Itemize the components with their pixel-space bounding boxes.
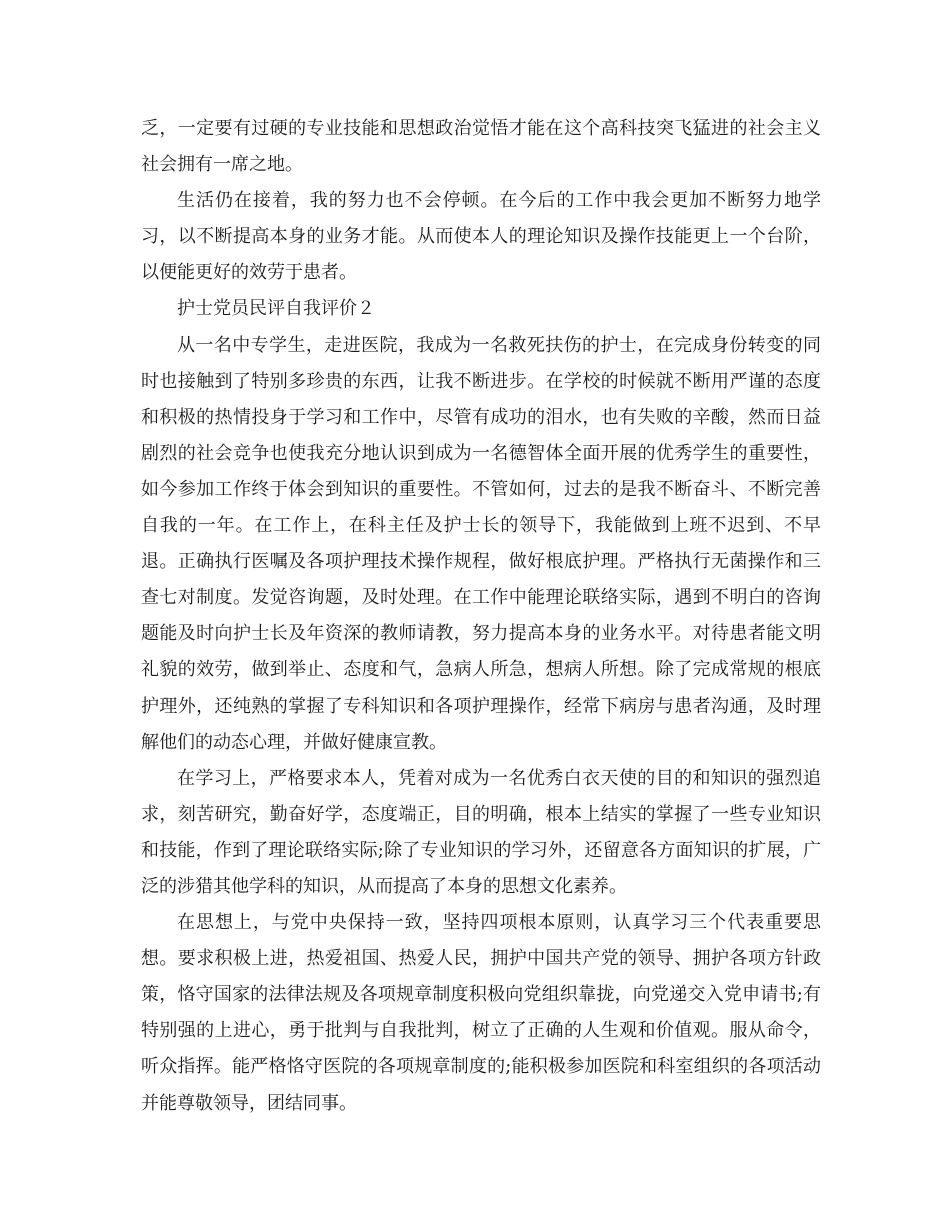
document-body	[141, 111, 821, 1122]
paragraph-ideology: 在思想上，与党中央保持一致，坚持四项根本原则，认真学习三个代表重要思想。要求积极上进，热爱祖国、热爱人民，拥护中国共产党的领导、拥护各项方针政策，恪守国家的法律法规及各项规章制度积极向党组织靠拢，向党递交入党申请书;有特别强的上进心，勇于批判与自我批判，树立了正确的人生观和价值观。服从命令，听众指挥。能严格恪守医院的各项规章制度的;能积极参加医院和科室组织的各项活动并能尊敬领导，团结同事。	[141, 912, 821, 1114]
paragraph-study: 在学习上，严格要求本人，凭着对成为一名优秀白衣天使的目的和知识的强烈追求，刻苦研究，勤奋好学，态度端正，目的明确，根本上结实的掌握了一些专业知识和技能，作到了理论联络实际;除了专业知识的学习外，还留意各方面知识的扩展，广泛的涉猎其他学科的知识，从而提高了本身的思想文化素养。	[141, 767, 821, 897]
paragraph-continuation: 乏，一定要有过硬的专业技能和思想政治觉悟才能在这个高科技突飞猛进的社会主义社会拥有一席之地。	[141, 118, 821, 176]
paragraph-work: 从一名中专学生，走进医院，我成为一名救死扶伤的护士，在完成身份转变的同时也接触到了特别多珍贵的东西，让我不断进步。在学校的时候就不断用严谨的态度和积极的热情投身于学习和工作中，尽管有成功的泪水，也有失败的辛酸，然而日益剧烈的社会竞争也使我充分地认识到成为一名德智体全面开展的优秀学生的重要性，如今参加工作终于体会到知识的重要性。不管如何，过去的是我不断奋斗、不断完善自我的一年。在工作上，在科主任及护士长的领导下，我能做到上班不迟到、不早退。正确执行医嘱及各项护理技术操作规程，做好根底护理。严格执行无菌操作和三查七对制度。发觉咨询题，及时处理。在工作中能理论联络实际，遇到不明白的咨询题能及时向护士长及年资深的教师请教，努力提高本身的业务水平。对待患者能文明礼貌的效劳，做到举止、态度和气，急病人所急，想病人所想。除了完成常规的根底护理外，还纯熟的掌握了专科知识和各项护理操作，经常下病房与患者沟通，及时理解他们的动态心理，并做好健康宣教。	[141, 334, 821, 753]
section-heading: 护士党员民评自我评价２	[177, 298, 375, 320]
paragraph-future-work: 生活仍在接着，我的努力也不会停顿。在今后的工作中我会更加不断努力地学习，以不断提高本身的业务才能。从而使本人的理论知识及操作技能更上一个台阶，以便能更好的效劳于患者。	[141, 190, 821, 284]
